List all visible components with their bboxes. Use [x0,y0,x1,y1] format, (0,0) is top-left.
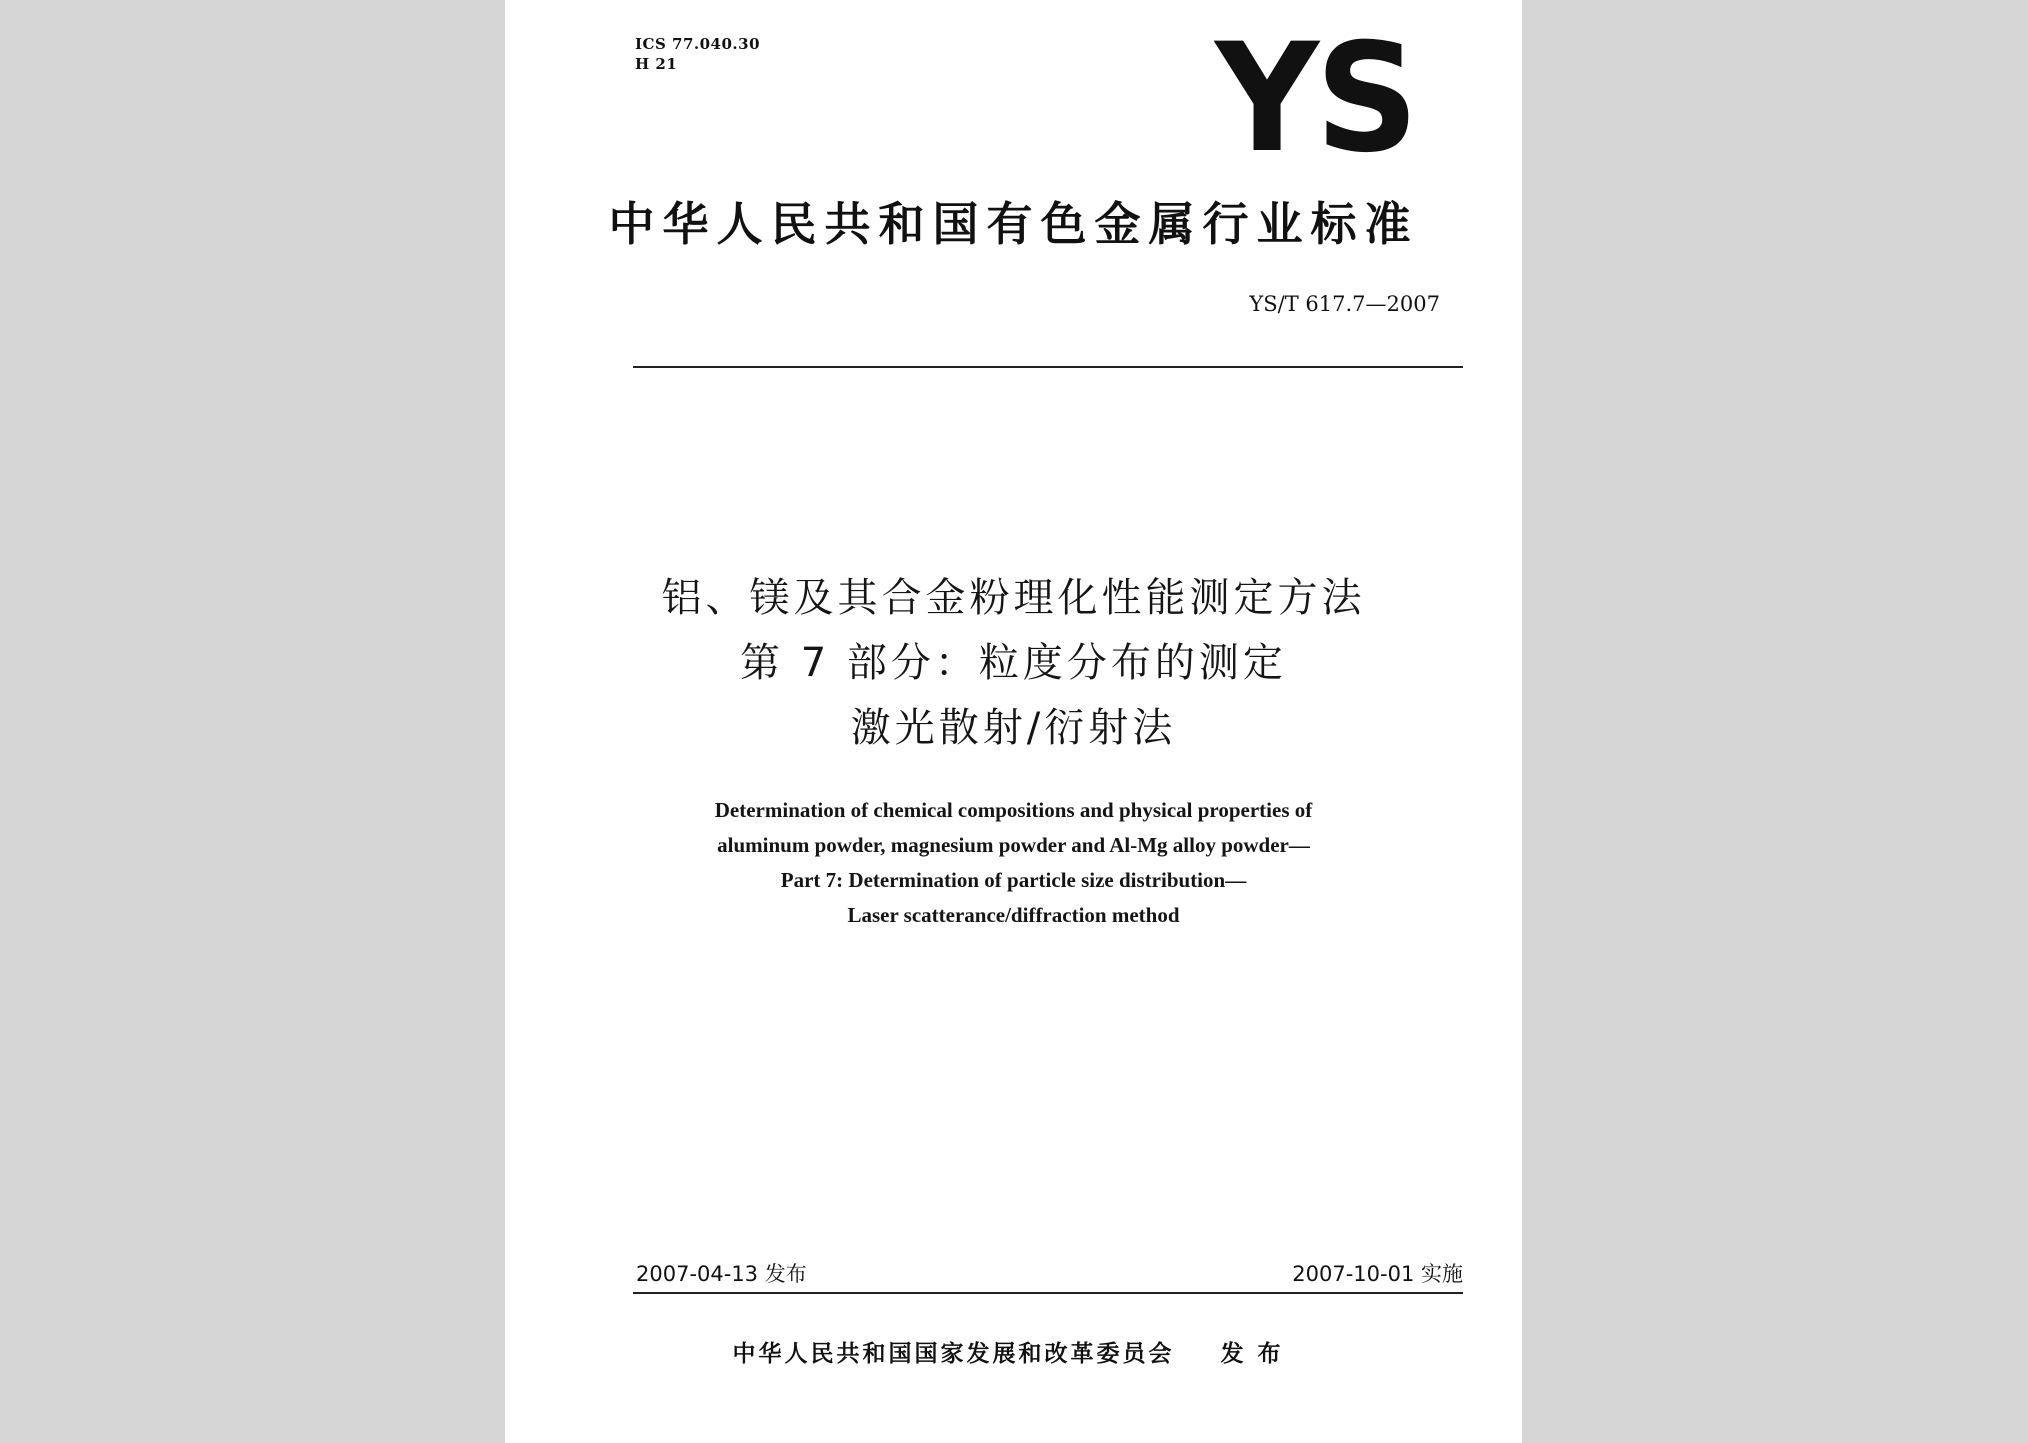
implementation-date: 2007-10-01 实施 [1292,1262,1463,1286]
classification-codes [635,34,760,74]
ics-code: ICS 77.040.30 [635,35,761,53]
chinese-title-line-1: 铝、镁及其合金粉理化性能测定方法 [661,575,1366,621]
english-title [505,793,1522,933]
ccs-code: H 21 [635,55,678,73]
chinese-title [505,566,1522,761]
document-page [505,0,1522,1443]
english-title-line-2: aluminum powder, magnesium powder and Al-Mg alloy powder— [717,833,1310,857]
english-title-line-4: Laser scatterance/diffraction method [847,903,1180,927]
ys-logo [1210,32,1420,160]
bottom-divider [633,1292,1463,1294]
publisher-name: 中华人民共和国国家发展和改革委员会 [732,1341,1175,1367]
english-title-line-1: Determination of chemical compositions and physical properties of [714,798,1313,822]
date-row [633,1258,1463,1288]
standard-number: YS/T 617.7—2007 [1249,292,1440,316]
publisher-suffix: 发布 [1220,1341,1295,1367]
top-divider [633,366,1463,368]
main-title: 中华人民共和国有色金属行业标准 [608,197,1419,251]
ys-logo-text: YS [1213,32,1415,160]
chinese-title-line-3: 激光散射/衍射法 [850,705,1177,751]
chinese-title-line-2: 第 7 部分：粒度分布的测定 [740,640,1287,686]
issue-date: 2007-04-13 发布 [636,1262,807,1286]
english-title-line-3: Part 7: Determination of particle size distribution— [780,868,1247,892]
publisher [505,1335,1522,1368]
